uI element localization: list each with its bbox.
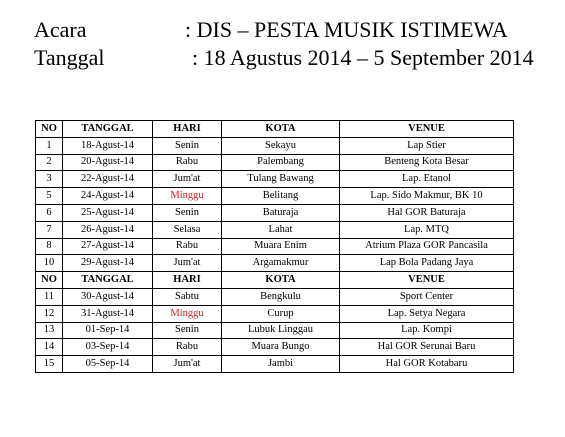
schedule-table [35, 120, 514, 373]
cell-hari: Senin [153, 322, 222, 339]
cell-no: 10 [36, 255, 63, 272]
cell-tanggal: 20-Agust-14 [63, 154, 153, 171]
cell-hari: Sabtu [153, 288, 222, 305]
cell-venue: Lap. Sido Makmur, BK 10 [340, 188, 514, 205]
cell-hari: Minggu [153, 188, 222, 205]
cell-no: 5 [36, 188, 63, 205]
table-row [36, 305, 514, 322]
cell-kota: Jambi [222, 356, 340, 373]
cell-no: 7 [36, 221, 63, 238]
cell-tanggal: 26-Agust-14 [63, 221, 153, 238]
cell-kota: Lubuk Linggau [222, 322, 340, 339]
col-header-kota: KOTA [222, 121, 340, 138]
table-body-part1 [36, 137, 514, 271]
acara-value: : DIS – PESTA MUSIK ISTIMEWA [185, 17, 508, 42]
cell-hari: Senin [153, 204, 222, 221]
cell-kota: Sekayu [222, 137, 340, 154]
table-header-row [36, 121, 514, 138]
cell-tanggal: 24-Agust-14 [63, 188, 153, 205]
cell-tanggal: 25-Agust-14 [63, 204, 153, 221]
cell-venue: Lap. Kompi [340, 322, 514, 339]
cell-venue: Lap Stier [340, 137, 514, 154]
cell-no: 14 [36, 339, 63, 356]
table-row [36, 171, 514, 188]
cell-tanggal: 22-Agust-14 [63, 171, 153, 188]
table-row [36, 154, 514, 171]
table-row [36, 322, 514, 339]
subheader-no: NO [36, 272, 63, 289]
cell-venue: Hal GOR Serunai Baru [340, 339, 514, 356]
subheader-kota: KOTA [222, 272, 340, 289]
cell-tanggal: 18-Agust-14 [63, 137, 153, 154]
col-header-hari: HARI [153, 121, 222, 138]
cell-no: 8 [36, 238, 63, 255]
cell-kota: Palembang [222, 154, 340, 171]
acara-label: Acara [34, 17, 87, 42]
cell-hari: Senin [153, 137, 222, 154]
cell-tanggal: 30-Agust-14 [63, 288, 153, 305]
cell-venue: Hal GOR Kotabaru [340, 356, 514, 373]
tanggal-label: Tanggal [34, 45, 105, 70]
cell-kota: Argamakmur [222, 255, 340, 272]
cell-kota: Belitang [222, 188, 340, 205]
cell-venue: Lap. Setya Negara [340, 305, 514, 322]
cell-no: 13 [36, 322, 63, 339]
table-row [36, 221, 514, 238]
cell-kota: Muara Bungo [222, 339, 340, 356]
cell-tanggal: 01-Sep-14 [63, 322, 153, 339]
cell-kota: Tulang Bawang [222, 171, 340, 188]
table-row [36, 255, 514, 272]
cell-kota: Bengkulu [222, 288, 340, 305]
cell-tanggal: 29-Agust-14 [63, 255, 153, 272]
cell-venue: Lap Bola Padang Jaya [340, 255, 514, 272]
table-row [36, 238, 514, 255]
cell-no: 12 [36, 305, 63, 322]
cell-hari: Selasa [153, 221, 222, 238]
cell-hari: Jum'at [153, 356, 222, 373]
subheader-venue: VENUE [340, 272, 514, 289]
cell-tanggal: 31-Agust-14 [63, 305, 153, 322]
table-row [36, 339, 514, 356]
cell-kota: Lahat [222, 221, 340, 238]
cell-venue: Lap. Etanol [340, 171, 514, 188]
cell-tanggal: 03-Sep-14 [63, 339, 153, 356]
cell-kota: Curup [222, 305, 340, 322]
cell-hari: Rabu [153, 339, 222, 356]
table-body-part2 [36, 288, 514, 372]
col-header-no: NO [36, 121, 63, 138]
subheader-hari: HARI [153, 272, 222, 289]
subheader-tanggal: TANGGAL [63, 272, 153, 289]
table-subheader [36, 272, 514, 289]
cell-tanggal: 05-Sep-14 [63, 356, 153, 373]
col-header-venue: VENUE [340, 121, 514, 138]
cell-venue: Hal GOR Baturaja [340, 204, 514, 221]
cell-no: 2 [36, 154, 63, 171]
cell-kota: Muara Enim [222, 238, 340, 255]
table-row [36, 137, 514, 154]
col-header-tanggal: TANGGAL [63, 121, 153, 138]
table-row [36, 356, 514, 373]
cell-venue: Lap. MTQ [340, 221, 514, 238]
cell-no: 6 [36, 204, 63, 221]
cell-no: 11 [36, 288, 63, 305]
cell-hari: Jum'at [153, 255, 222, 272]
cell-no: 3 [36, 171, 63, 188]
cell-hari: Minggu [153, 305, 222, 322]
cell-venue: Atrium Plaza GOR Pancasila [340, 238, 514, 255]
cell-venue: Benteng Kota Besar [340, 154, 514, 171]
cell-hari: Jum'at [153, 171, 222, 188]
cell-hari: Rabu [153, 238, 222, 255]
cell-no: 1 [36, 137, 63, 154]
table-row [36, 204, 514, 221]
table-row [36, 188, 514, 205]
cell-tanggal: 27-Agust-14 [63, 238, 153, 255]
table-subheader-row [36, 272, 514, 289]
cell-no: 15 [36, 356, 63, 373]
tanggal-value: : 18 Agustus 2014 – 5 September 2014 [192, 45, 534, 70]
cell-kota: Baturaja [222, 204, 340, 221]
table-row [36, 288, 514, 305]
cell-hari: Rabu [153, 154, 222, 171]
cell-venue: Sport Center [340, 288, 514, 305]
